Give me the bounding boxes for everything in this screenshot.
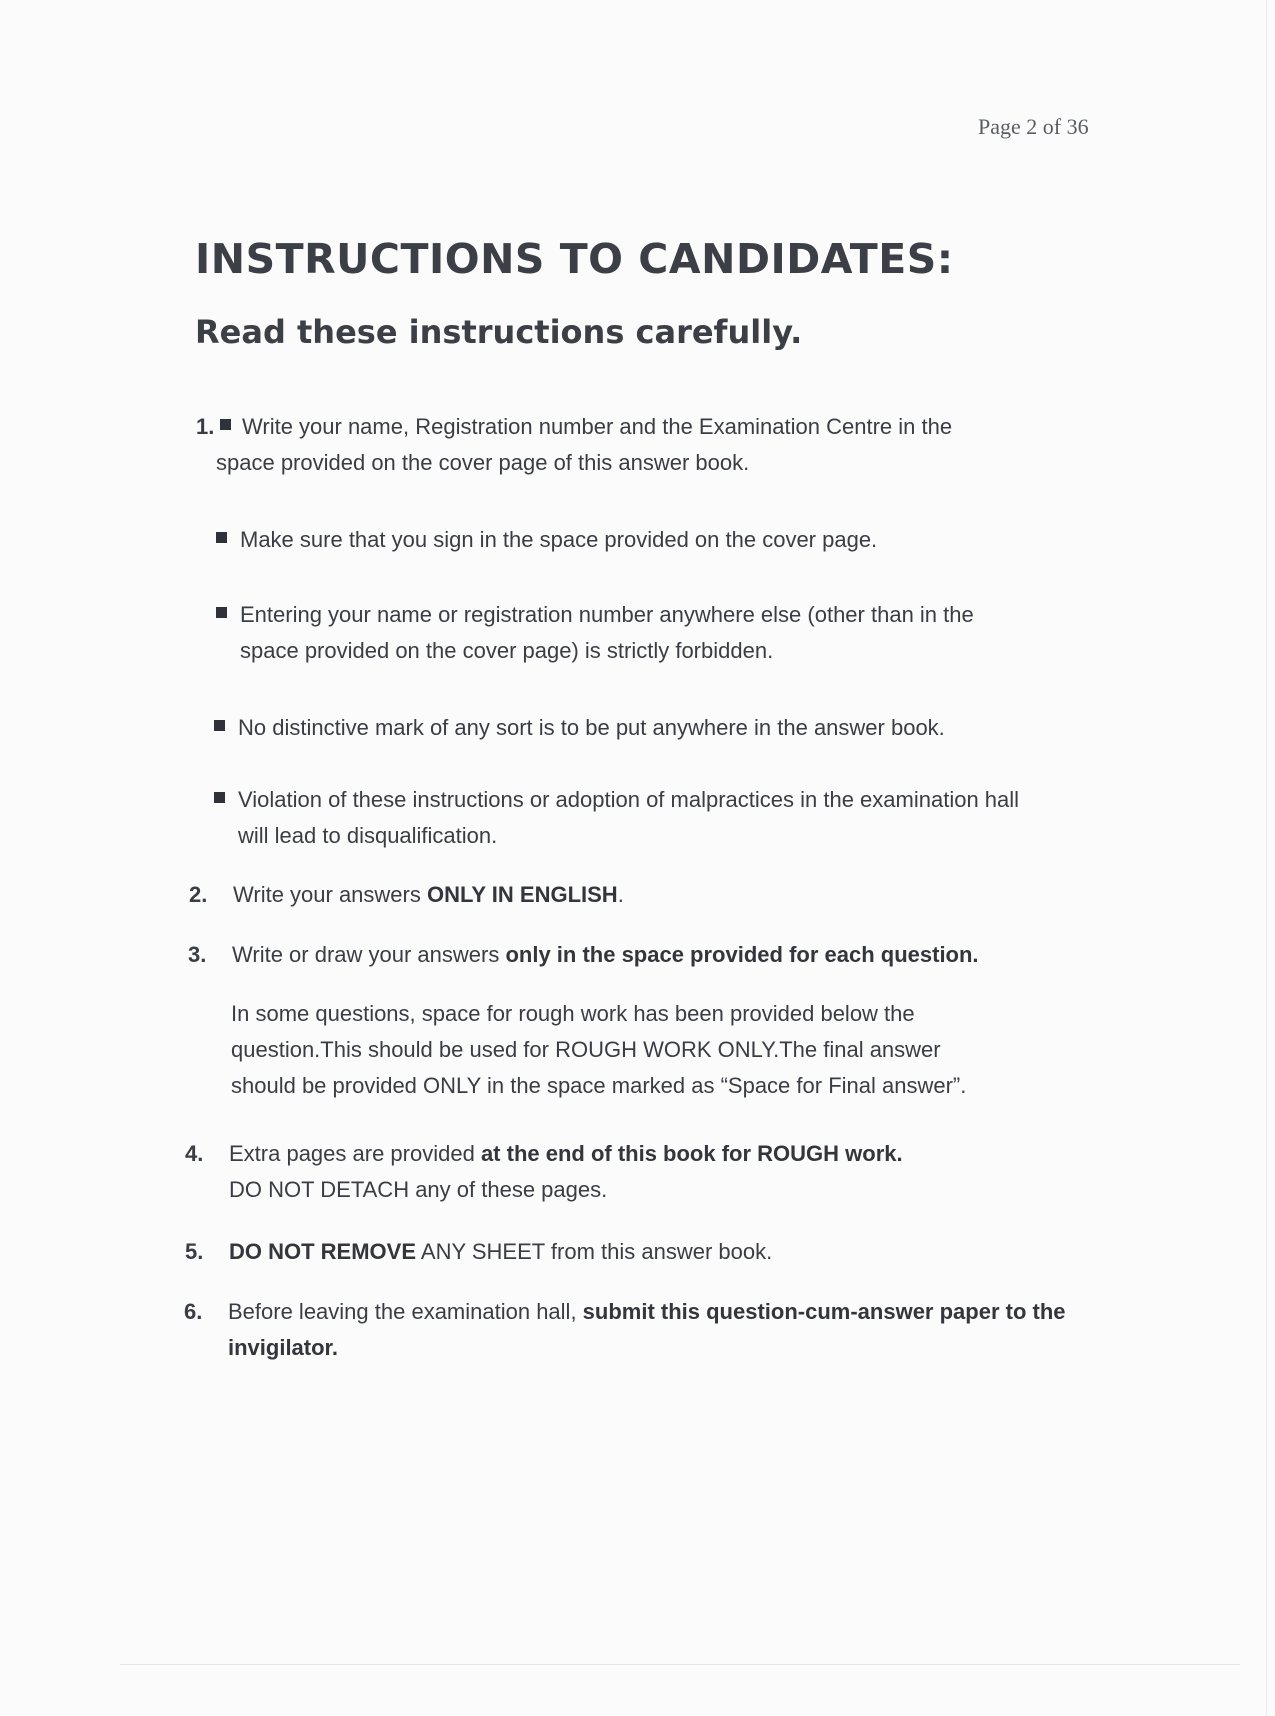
instruction-item-6: [184, 1294, 1068, 1366]
item-number: 3.: [188, 942, 207, 967]
instruction-item-5: [185, 1234, 1089, 1270]
instruction-text: Write your answers: [233, 882, 427, 907]
instruction-text: Write your name, Registration number and the Examination Centre in the space provided on the cover page of this answer book.: [216, 414, 953, 475]
item-number: 5.: [185, 1239, 204, 1264]
instruction-text: Entering your name or registration number anywhere else (other than in the space provided on the cover page) is strictly forbidden.: [240, 602, 974, 663]
item-number: 1.: [196, 414, 215, 439]
item-number: 2.: [189, 882, 208, 907]
instruction-text: ANY SHEET from this answer book.: [416, 1239, 773, 1264]
bullet-square-icon: [214, 792, 225, 803]
page-title: INSTRUCTIONS TO CANDIDATES:: [195, 235, 954, 283]
instruction-text: Before leaving the examination hall,: [228, 1299, 583, 1324]
instruction-text: Violation of these instructions or adoption of malpractices in the examination hall will lead to disqualification.: [238, 787, 1020, 848]
bullet-square-icon: [216, 607, 227, 618]
item-number: 6.: [184, 1299, 203, 1324]
instruction-item-3: [188, 937, 1092, 973]
instruction-emphasis: only in the space provided for each question.: [505, 942, 979, 967]
note-line: question.This should be used for ROUGH WORK ONLY.The final answer: [231, 1037, 941, 1062]
instruction-emphasis: submit this question-cum-answer paper to the invigilator.: [228, 1299, 1066, 1360]
item-number: 4.: [185, 1141, 204, 1166]
instruction-bullet: [216, 522, 956, 558]
instruction-text: Make sure that you sign in the space provided on the cover page.: [240, 527, 878, 552]
bullet-square-icon: [220, 419, 231, 430]
page-subtitle: Read these instructions carefully.: [195, 313, 803, 351]
instruction-item-2: [189, 877, 1053, 913]
note-line: should be provided ONLY in the space marked as “Space for Final answer”.: [231, 1073, 967, 1098]
note-line: In some questions, space for rough work has been provided below the: [231, 1001, 915, 1026]
instruction-item-4: [185, 1136, 1089, 1208]
instruction-item-1: [196, 409, 976, 481]
instruction-bullet: [214, 710, 1034, 746]
instruction-bullet: [216, 597, 1026, 669]
instruction-text: Write or draw your answers: [232, 942, 506, 967]
bullet-square-icon: [214, 720, 225, 731]
bottom-divider: [120, 1664, 1240, 1665]
page-number: Page 2 of 36: [978, 114, 1089, 139]
instruction-text: No distinctive mark of any sort is to be put anywhere in the answer book.: [238, 715, 945, 740]
instruction-emphasis: DO NOT REMOVE: [229, 1239, 417, 1264]
instruction-text: Extra pages are provided: [229, 1141, 481, 1166]
bullet-square-icon: [216, 532, 227, 543]
instruction-text-end: .: [617, 882, 624, 907]
instruction-text: DO NOT DETACH any of these pages.: [229, 1177, 608, 1202]
instruction-emphasis: at the end of this book for ROUGH work.: [480, 1141, 903, 1166]
rough-work-note: [231, 996, 1091, 1104]
instruction-emphasis: ONLY IN ENGLISH: [426, 882, 618, 907]
instruction-bullet: [214, 782, 1054, 854]
right-edge-divider: [1266, 0, 1267, 1716]
